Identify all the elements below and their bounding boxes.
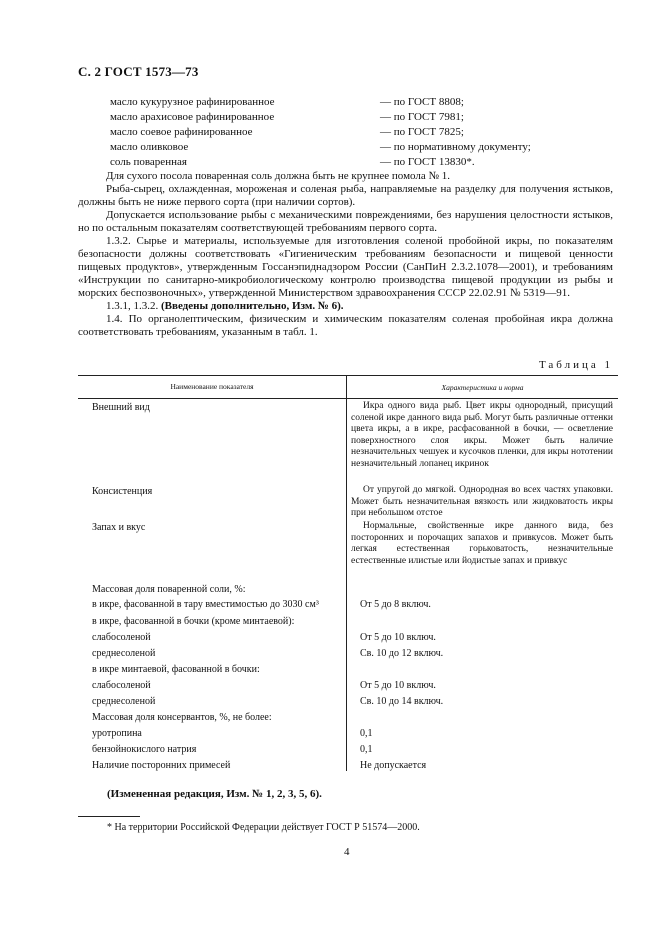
row-value-text: От упругой до мягкой. Однородная во всех частях упаковки. Может быть незначительная вязкость или жидковатость икры при небольшом отстое [351,485,613,518]
page-number: 4 [344,846,350,858]
row-label: слабосоленой [92,632,151,643]
row-label: среднесоленой [92,648,156,659]
row-value: От 5 до 10 включ. [360,632,436,643]
row-value [351,521,613,567]
footnote-divider [78,816,140,817]
row-value [351,401,613,470]
row-label: Массовая доля поваренной соли, %: [92,584,246,595]
row-label: Запах и вкус [92,522,146,533]
row-value: Не допускается [360,760,427,771]
paragraph: Допускается использование рыбы с механическими повреждениями, без нарушения целостности ястыков, но по остальным показателям соответствующей требованиям первого сорта. [78,209,613,234]
page-header: С. 2 ГОСТ 1573—73 [78,64,199,79]
paragraph: 1.3.2. Сырье и материалы, используемые для изготовления соленой пробойной икры, по показателям безопасности должны соответствовать «Гигиеническим требованиям безопасности и пищевой ценности пищевых продуктов», утвержденным Госсанэпиднадзором России (СанПиН 2.3.2.1078—2001), и требованиям «Инструкции по санитарно-микробиологическому контролю производства пищевой продукции из рыбы и морских беспозвоночных», утвержденной Министерством здравоохранения СССР 22.02.91 № 5319—91. [78,235,613,299]
row-label: бензойнокислого натрия [92,744,197,755]
row-value [351,485,613,520]
paragraph: Рыба-сырец, охлажденная, мороженая и соленая рыба, направляемые на разделку для получения ястыков, должны быть не ниже первого сорта (при наличии сортов). [78,183,613,208]
amendment-note [78,300,613,313]
row-value: 0,1 [360,744,373,755]
row-label: в икре, фасованной в бочки (кроме минтаевой): [92,616,295,627]
row-label: слабосоленой [92,680,151,691]
body-text [78,170,613,339]
paragraph: 1.4. По органолептическим, физическим и химическим показателям соленая пробойная икра должна соответствовать требованиям, указанным в табл. 1. [78,313,613,338]
row-label: в икре минтаевой, фасованной в бочки: [92,664,260,675]
row-label: Наличие посторонних примесей [92,760,231,771]
column-header-indicator: Наименование показателя [78,376,347,398]
row-value: Св. 10 до 12 включ. [360,648,444,659]
row-value: От 5 до 10 включ. [360,680,436,691]
row-label: Консистенция [92,486,153,497]
row-value-text: Нормальные, свойственные икре данного вида, без посторонних и порочащих запахов и привкусов. Может быть легкая естественная горьковатость, незначительные естественные илистые или йодистые запах и привкус [351,521,613,566]
indicators-table [78,375,618,399]
ingredient-ref: — по нормативному документу; [380,141,531,153]
amendment-prefix: 1.3.1, 1.3.2. [106,300,161,312]
row-value: 0,1 [360,728,373,739]
row-label: среднесоленой [92,696,156,707]
ingredient-name: масло арахисовое рафинированное [110,111,275,123]
ingredient-ref: — по ГОСТ 8808; [380,96,464,108]
ingredient-ref: — по ГОСТ 7825; [380,126,464,138]
row-value: От 5 до 8 включ. [360,599,431,610]
ingredient-name: масло соевое рафинированное [110,126,253,138]
amendment-note-bold: (Измененная редакция, Изм. № 1, 2, 3, 5, 6). [107,788,322,800]
table-header [78,376,618,399]
ingredient-name: соль поваренная [110,156,187,168]
ingredient-name: масло кукурузное рафинированное [110,96,275,108]
table-column-divider [346,397,347,771]
row-label: Внешний вид [92,402,150,413]
ingredient-ref: — по ГОСТ 13830*. [380,156,475,168]
paragraph: Для сухого посола поваренная соль должна быть не крупнее помола № 1. [106,170,451,182]
row-label: уротропина [92,728,142,739]
amendment-bold: (Введены дополнительно, Изм. № 6). [161,300,344,312]
row-value-text: Икра одного вида рыб. Цвет икры однородный, присущий соленой икре данного вида рыб. Могут быть различные оттенки цвета икры, а в икре, расфасованной в бочки, — осветление поверхностного слоя икры. Может быть наличие незначительных чешуек и кусочков пленки, для икры нототении незначительный лопанец икринок [351,401,613,469]
row-label: Массовая доля консервантов, %, не более: [92,712,272,723]
ingredient-ref: — по ГОСТ 7981; [380,111,464,123]
table-caption: Таблица 1 [538,359,613,371]
row-label: в икре, фасованной в тару вместимостью до 3030 см³ [92,599,319,610]
row-value: Св. 10 до 14 включ. [360,696,444,707]
ingredient-name: масло оливковое [110,141,189,153]
footnote: * На территории Российской Федерации действует ГОСТ Р 51574—2000. [107,822,420,833]
column-header-norm: Характеристика и норма [441,382,524,392]
